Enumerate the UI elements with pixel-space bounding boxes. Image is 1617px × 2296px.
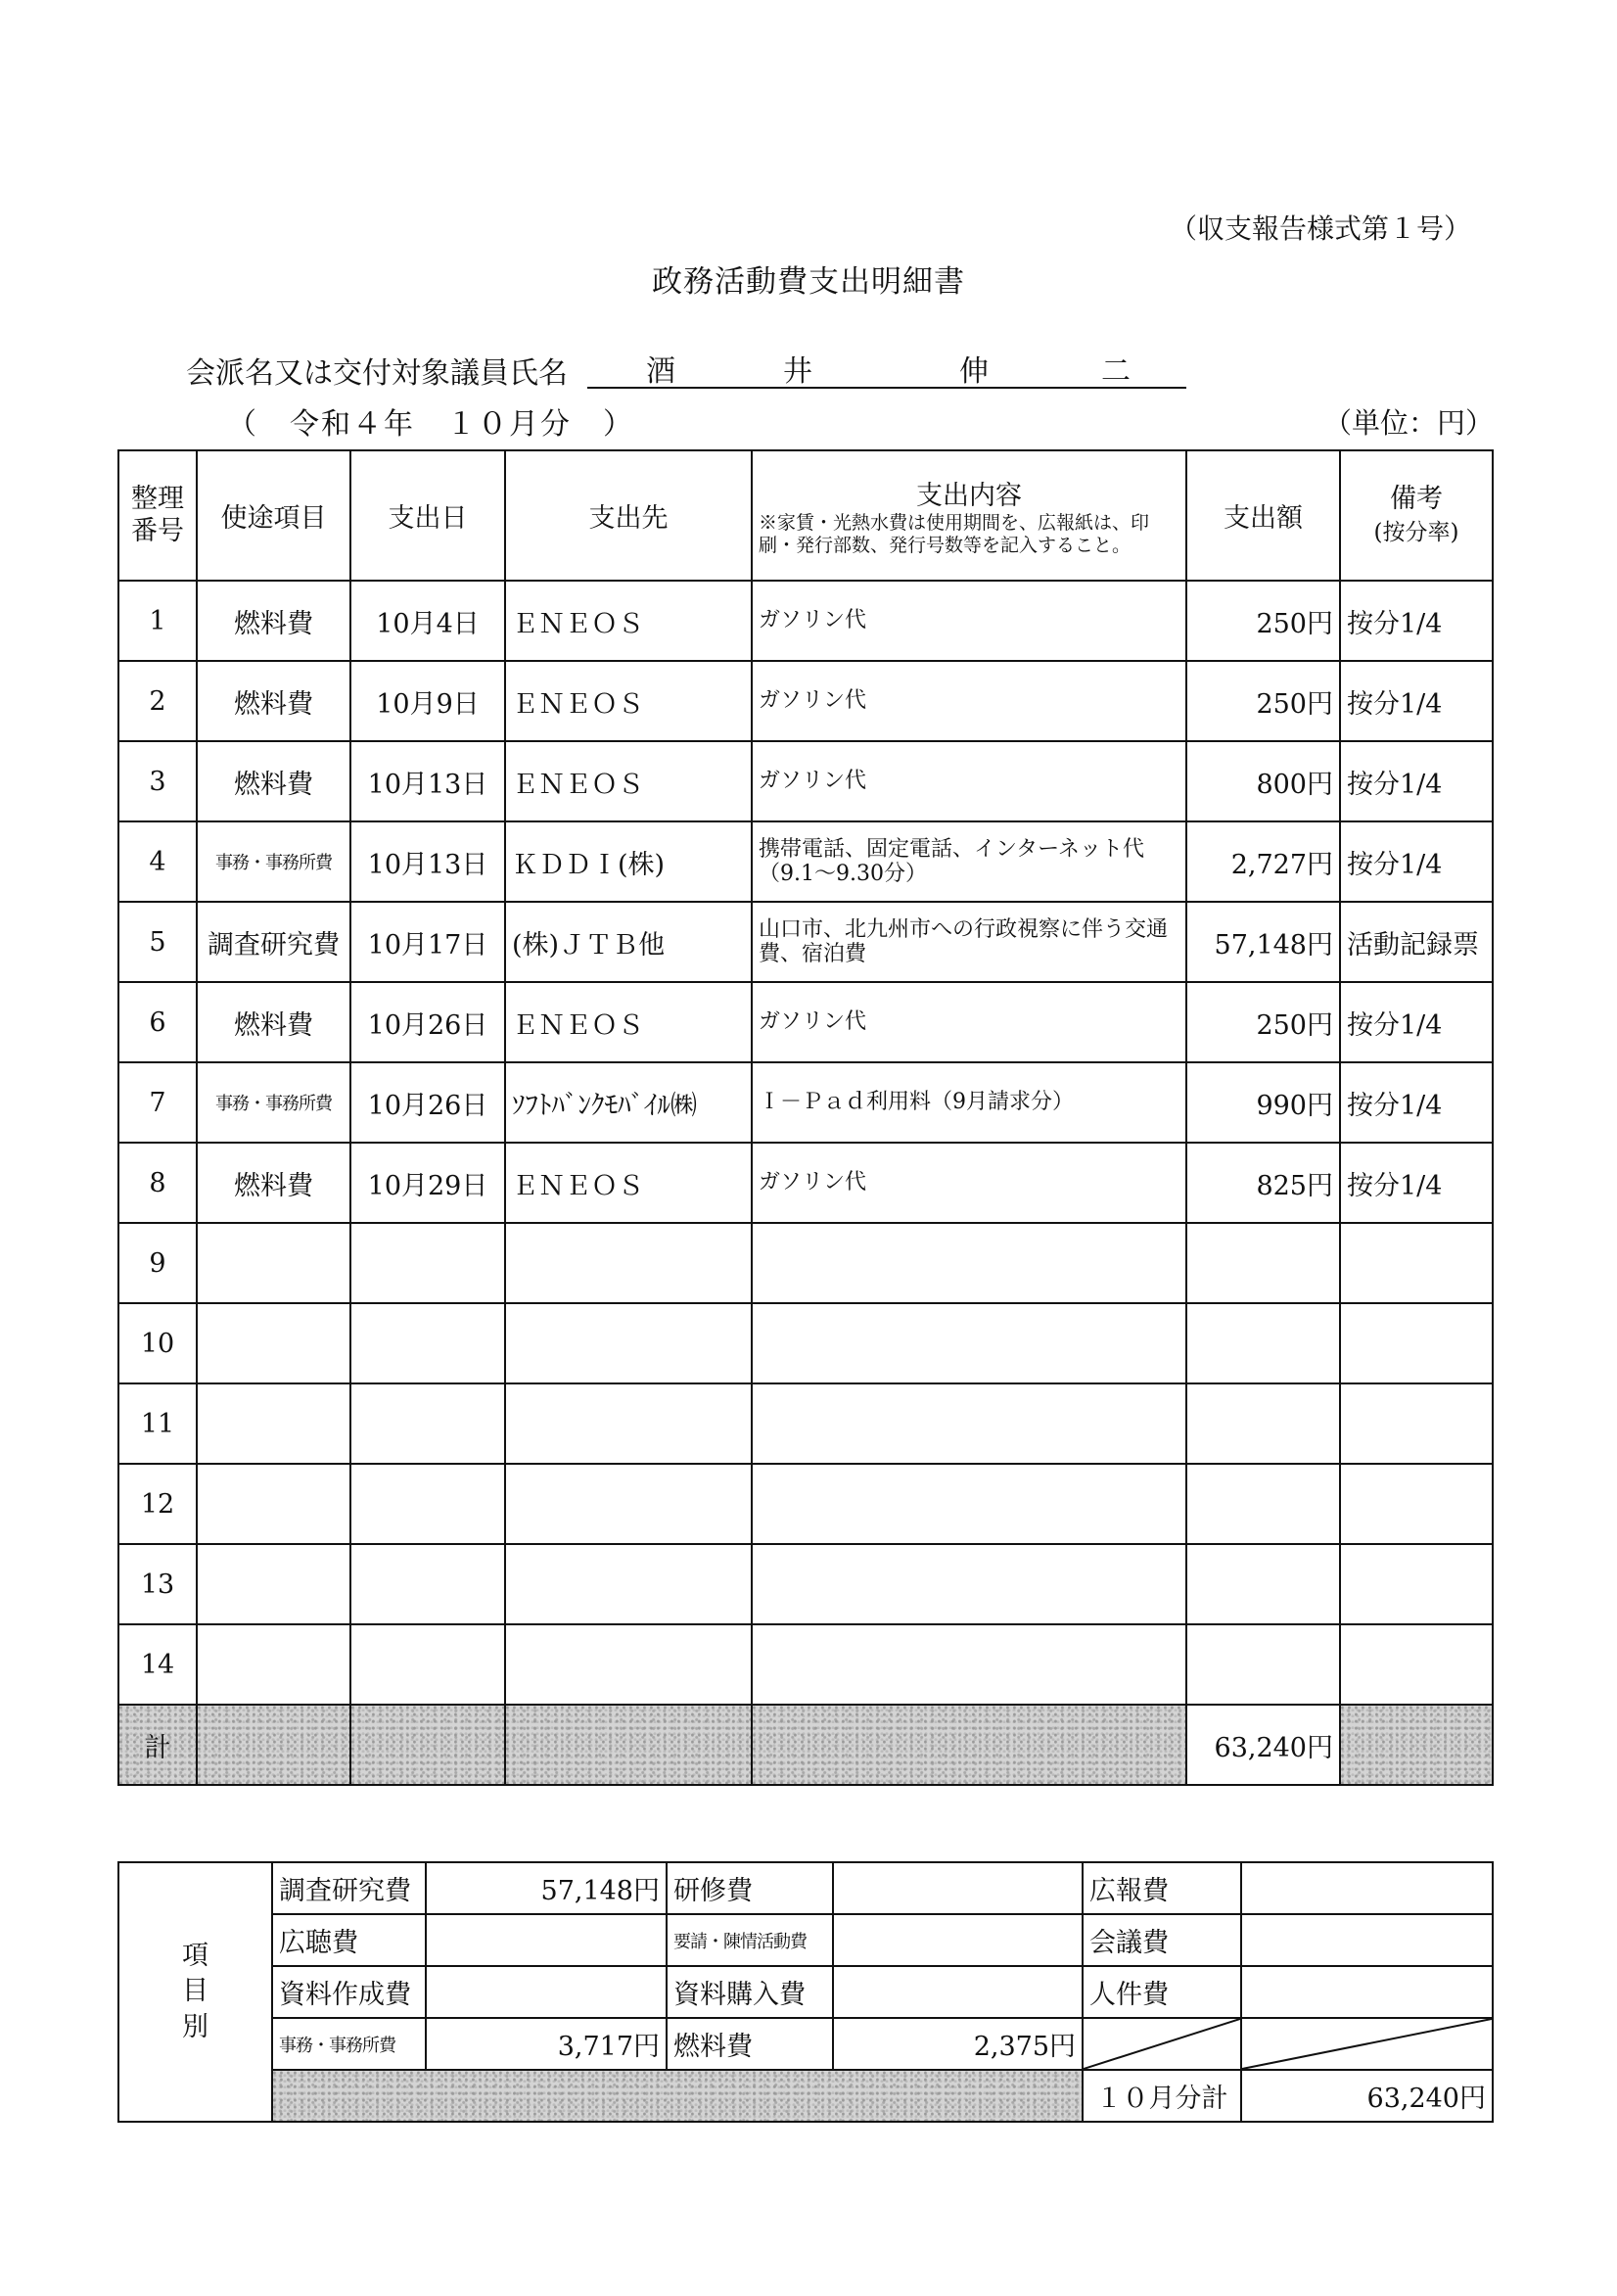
category-summary-table [117, 1861, 1494, 2123]
summary-label-personnel: 人件費 [1083, 1966, 1241, 2018]
name-char-1: 酒 [646, 354, 675, 389]
cell-no: 4 [118, 821, 197, 902]
cell-payee [505, 1544, 752, 1624]
summary-value-research: 57,148円 [426, 1862, 667, 1914]
cell-amount [1186, 1464, 1340, 1544]
cell-date [350, 1303, 505, 1383]
cell-no: 1 [118, 581, 197, 661]
cell-no: 5 [118, 902, 197, 982]
cell-category [197, 1624, 350, 1705]
header-amount: 支出額 [1186, 450, 1340, 581]
side-label-char: 目 [182, 1976, 208, 2007]
cell-amount [1186, 1223, 1340, 1303]
table-row [118, 1303, 1493, 1383]
cell-no: 6 [118, 982, 197, 1062]
summary-shaded-cell [272, 2070, 1083, 2122]
table-row [118, 1464, 1493, 1544]
cell-remark: 按分1/4 [1340, 1143, 1493, 1223]
cell-amount: 990円 [1186, 1062, 1340, 1143]
cell-remark [1340, 1383, 1493, 1464]
cell-description [752, 1624, 1186, 1705]
cell-amount: 250円 [1186, 581, 1340, 661]
cell-no: 7 [118, 1062, 197, 1143]
summary-struck-cell [1241, 2018, 1493, 2070]
summary-label-doc-purchase: 資料購入費 [667, 1966, 833, 2018]
cell-date: 10月29日 [350, 1143, 505, 1223]
cell-remark [1340, 1464, 1493, 1544]
table-header-row [118, 450, 1493, 581]
cell-category [197, 1544, 350, 1624]
cell-description: ガソリン代 [752, 982, 1186, 1062]
table-row [118, 1143, 1493, 1223]
cell-payee [505, 1383, 752, 1464]
header-description [752, 450, 1186, 581]
summary-value-doc-purchase [833, 1966, 1083, 2018]
table-row [118, 581, 1493, 661]
cell-description [752, 1383, 1186, 1464]
cell-date [350, 1624, 505, 1705]
cell-payee: ＫＤＤＩ(株) [505, 821, 752, 902]
cell-category: 事務・事務所費 [197, 1062, 350, 1143]
cell-date: 10月26日 [350, 982, 505, 1062]
name-char-4: 二 [1101, 354, 1131, 389]
table-body [118, 581, 1493, 1705]
cell-no: 13 [118, 1544, 197, 1624]
form-id: （収支報告様式第１号） [1170, 212, 1472, 245]
month-total-value: 63,240円 [1241, 2070, 1493, 2122]
summary-row [118, 2070, 1493, 2122]
summary-label-doc-making: 資料作成費 [272, 1966, 426, 2018]
cell-description [752, 1303, 1186, 1383]
month-total-label: １０月分計 [1083, 2070, 1241, 2122]
summary-row [118, 1914, 1493, 1966]
table-row [118, 982, 1493, 1062]
summary-label-hearing: 広聴費 [272, 1914, 426, 1966]
table-row [118, 902, 1493, 982]
cell-no: 9 [118, 1223, 197, 1303]
header-remark-line2: (按分率) [1373, 519, 1459, 545]
cell-amount: 250円 [1186, 661, 1340, 741]
cell-remark: 活動記録票 [1340, 902, 1493, 982]
cell-date: 10月9日 [350, 661, 505, 741]
summary-label-petition: 要請・陳情活動費 [667, 1914, 833, 1966]
cell-category: 事務・事務所費 [197, 821, 350, 902]
cell-category [197, 1303, 350, 1383]
table-row [118, 1624, 1493, 1705]
cell-amount: 57,148円 [1186, 902, 1340, 982]
total-shaded-cell [350, 1705, 505, 1785]
cell-amount [1186, 1303, 1340, 1383]
table-row [118, 741, 1493, 821]
cell-date [350, 1464, 505, 1544]
header-remark-line1: 備考 [1390, 484, 1443, 515]
table-row [118, 1544, 1493, 1624]
cell-remark [1340, 1303, 1493, 1383]
header-description-note: ※家賃・光熱水費は使用期間を、広報紙は、印刷・発行部数、発行号数等を記入すること。 [759, 512, 1150, 556]
cell-category: 燃料費 [197, 661, 350, 741]
summary-value-fuel: 2,375円 [833, 2018, 1083, 2070]
cell-payee [505, 1223, 752, 1303]
cell-payee: ＥＮＥＯＳ [505, 581, 752, 661]
summary-label-training: 研修費 [667, 1862, 833, 1914]
summary-row [118, 2018, 1493, 2070]
cell-date [350, 1544, 505, 1624]
cell-category: 調査研究費 [197, 902, 350, 982]
cell-category [197, 1383, 350, 1464]
summary-label-research: 調査研究費 [272, 1862, 426, 1914]
header-no-line2: 番号 [131, 515, 184, 546]
cell-remark: 按分1/4 [1340, 581, 1493, 661]
cell-payee: ＥＮＥＯＳ [505, 741, 752, 821]
summary-struck-cell [1083, 2018, 1241, 2070]
cell-no: 11 [118, 1383, 197, 1464]
name-char-2: 井 [783, 354, 812, 389]
table-row [118, 1223, 1493, 1303]
summary-label-pr: 広報費 [1083, 1862, 1241, 1914]
cell-remark [1340, 1624, 1493, 1705]
page-title: 政務活動費支出明細書 [652, 264, 965, 300]
summary-value-personnel [1241, 1966, 1493, 2018]
summary-side-label [118, 1862, 272, 2122]
cell-description: 携帯電話、固定電話、インターネット代（9.1～9.30分） [752, 821, 1186, 902]
cell-amount [1186, 1544, 1340, 1624]
cell-date: 10月4日 [350, 581, 505, 661]
side-label-char: 項 [182, 1940, 208, 1971]
diagonal-strike-icon [1242, 2019, 1492, 2069]
cell-remark: 按分1/4 [1340, 982, 1493, 1062]
cell-amount: 800円 [1186, 741, 1340, 821]
side-label-char: 別 [182, 2011, 208, 2042]
cell-amount [1186, 1624, 1340, 1705]
cell-description: ガソリン代 [752, 661, 1186, 741]
cell-date [350, 1383, 505, 1464]
cell-payee: ＥＮＥＯＳ [505, 1143, 752, 1223]
cell-remark: 按分1/4 [1340, 1062, 1493, 1143]
cell-description: Ｉ－Ｐａｄ利用料（9月請求分） [752, 1062, 1186, 1143]
expense-table [117, 449, 1494, 1786]
period: （ 令和４年 １０月分 ） [227, 407, 634, 442]
cell-no: 14 [118, 1624, 197, 1705]
header-remark [1340, 450, 1493, 581]
cell-payee: (株)ＪＴＢ他 [505, 902, 752, 982]
cell-no: 3 [118, 741, 197, 821]
cell-payee [505, 1464, 752, 1544]
cell-description: ガソリン代 [752, 741, 1186, 821]
cell-date: 10月13日 [350, 741, 505, 821]
summary-label-meeting: 会議費 [1083, 1914, 1241, 1966]
table-row [118, 661, 1493, 741]
summary-value-office: 3,717円 [426, 2018, 667, 2070]
header-no [118, 450, 197, 581]
total-label: 計 [118, 1705, 197, 1785]
cell-category: 燃料費 [197, 741, 350, 821]
summary-row [118, 1966, 1493, 2018]
cell-category: 燃料費 [197, 1143, 350, 1223]
table-row [118, 1383, 1493, 1464]
cell-no: 12 [118, 1464, 197, 1544]
cell-category: 燃料費 [197, 581, 350, 661]
summary-label-office: 事務・事務所費 [272, 2018, 426, 2070]
summary-value-hearing [426, 1914, 667, 1966]
cell-payee [505, 1624, 752, 1705]
name-underline [587, 387, 1186, 389]
name-char-3: 伸 [959, 354, 989, 389]
summary-value-meeting [1241, 1914, 1493, 1966]
cell-description: 山口市、北九州市への行政視察に伴う交通費、宿泊費 [752, 902, 1186, 982]
cell-remark: 按分1/4 [1340, 741, 1493, 821]
diagonal-strike-icon [1084, 2019, 1240, 2069]
header-no-line1: 整理 [131, 484, 184, 515]
total-shaded-cell [1340, 1705, 1493, 1785]
table-row [118, 821, 1493, 902]
cell-description [752, 1464, 1186, 1544]
cell-payee: ｿﾌﾄﾊﾞﾝｸﾓﾊﾞｲﾙ㈱ [505, 1062, 752, 1143]
summary-row [118, 1862, 1493, 1914]
cell-date: 10月26日 [350, 1062, 505, 1143]
name-label: 会派名又は交付対象議員氏名 [186, 356, 568, 391]
cell-date: 10月17日 [350, 902, 505, 982]
cell-category [197, 1464, 350, 1544]
summary-label-fuel: 燃料費 [667, 2018, 833, 2070]
header-category: 使途項目 [197, 450, 350, 581]
cell-amount [1186, 1383, 1340, 1464]
cell-no: 10 [118, 1303, 197, 1383]
cell-category: 燃料費 [197, 982, 350, 1062]
cell-description: ガソリン代 [752, 581, 1186, 661]
cell-amount: 2,727円 [1186, 821, 1340, 902]
summary-value-pr [1241, 1862, 1493, 1914]
cell-amount: 825円 [1186, 1143, 1340, 1223]
total-shaded-cell [752, 1705, 1186, 1785]
cell-remark [1340, 1223, 1493, 1303]
table-row [118, 1062, 1493, 1143]
total-shaded-cell [505, 1705, 752, 1785]
summary-value-petition [833, 1914, 1083, 1966]
summary-value-doc-making [426, 1966, 667, 2018]
cell-date [350, 1223, 505, 1303]
cell-remark: 按分1/4 [1340, 821, 1493, 902]
cell-no: 2 [118, 661, 197, 741]
total-shaded-cell [197, 1705, 350, 1785]
cell-description [752, 1544, 1186, 1624]
cell-remark: 按分1/4 [1340, 661, 1493, 741]
cell-date: 10月13日 [350, 821, 505, 902]
summary-value-training [833, 1862, 1083, 1914]
total-row [118, 1705, 1493, 1785]
cell-remark [1340, 1544, 1493, 1624]
cell-no: 8 [118, 1143, 197, 1223]
cell-description: ガソリン代 [752, 1143, 1186, 1223]
cell-amount: 250円 [1186, 982, 1340, 1062]
unit-label: （単位：円） [1323, 406, 1495, 440]
cell-payee: ＥＮＥＯＳ [505, 661, 752, 741]
total-amount: 63,240円 [1186, 1705, 1340, 1785]
cell-description [752, 1223, 1186, 1303]
header-description-title: 支出内容 [916, 481, 1022, 512]
cell-payee [505, 1303, 752, 1383]
cell-category [197, 1223, 350, 1303]
header-payee: 支出先 [505, 450, 752, 581]
header-date: 支出日 [350, 450, 505, 581]
cell-payee: ＥＮＥＯＳ [505, 982, 752, 1062]
